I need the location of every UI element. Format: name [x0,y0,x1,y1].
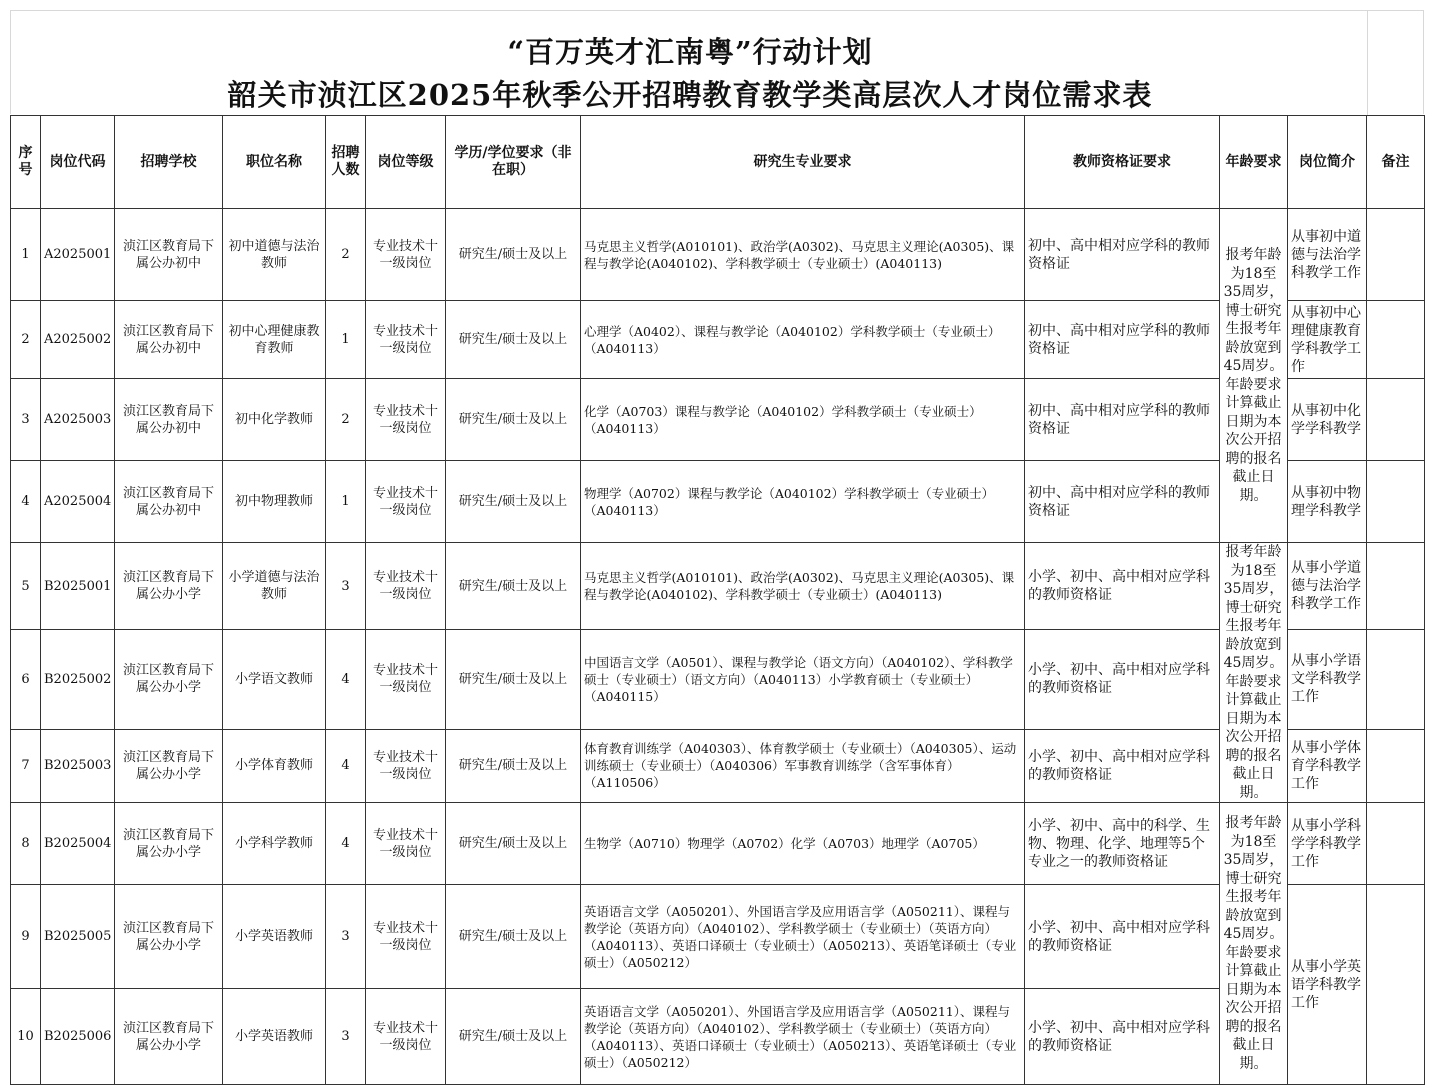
cell-position: 小学英语教师 [223,989,326,1085]
cell-note [1367,885,1425,1085]
cell-major: 英语语言文学（A050201）、外国语言学及应用语言学（A050211）、课程与教学论（英语方向）（A040102）、学科教学硕士（专业硕士）（英语方向）（A040113）、英语口译硕士（专业硕士）（A050213）、英语笔译硕士（专业硕士）（A050212） [581,885,1025,989]
cell-level: 专业技术十一级岗位 [366,803,446,885]
cell-seq: 8 [11,803,41,885]
cell-edu: 研究生/硕士及以上 [446,301,581,379]
cell-note [1367,301,1425,379]
cell-cert: 小学、初中、高中相对应学科的教师资格证 [1025,543,1220,630]
cell-edu: 研究生/硕士及以上 [446,209,581,301]
cell-position: 小学语文教师 [223,630,326,730]
cell-edu: 研究生/硕士及以上 [446,803,581,885]
header-count: 招聘人数 [326,116,366,209]
table-row [11,379,1425,461]
cell-note [1367,461,1425,543]
cell-seq: 2 [11,301,41,379]
cell-intro: 从事小学英语学科教学工作 [1288,885,1367,1085]
cell-code: A2025004 [41,461,115,543]
cell-count: 2 [326,379,366,461]
table-row [11,543,1425,630]
cell-count: 4 [326,729,366,802]
cell-school: 浈江区教育局下属公办小学 [115,729,223,802]
cell-cert: 小学、初中、高中相对应学科的教师资格证 [1025,729,1220,802]
header-level: 岗位等级 [366,116,446,209]
cell-code: A2025001 [41,209,115,301]
cell-level: 专业技术十一级岗位 [366,989,446,1085]
cell-cert: 小学、初中、高中的科学、生物、物理、化学、地理等5个专业之一的教师资格证 [1025,803,1220,885]
cell-seq: 5 [11,543,41,630]
cell-note [1367,729,1425,802]
cell-major: 英语语言文学（A050201）、外国语言学及应用语言学（A050211）、课程与教学论（英语方向）（A040102）、学科教学硕士（专业硕士）（英语方向）（A040113）、英语口译硕士（专业硕士）（A050213）、英语笔译硕士（专业硕士）（A050212） [581,989,1025,1085]
header-seq: 序号 [11,116,41,209]
cell-cert: 小学、初中、高中相对应学科的教师资格证 [1025,885,1220,989]
cell-school: 浈江区教育局下属公办小学 [115,803,223,885]
cell-age-group-1: 报考年龄为18至35周岁，博士研究生报考年龄放宽到45周岁。年龄要求计算截止日期为本次公开招聘的报名截止日期。 [1220,209,1288,543]
cell-seq: 10 [11,989,41,1085]
cell-count: 4 [326,630,366,730]
cell-seq: 7 [11,729,41,802]
cell-note [1367,543,1425,630]
cell-position: 小学体育教师 [223,729,326,802]
cell-note [1367,630,1425,730]
table-row [11,630,1425,730]
cell-level: 专业技术十一级岗位 [366,543,446,630]
header-position: 职位名称 [223,116,326,209]
cell-note [1367,209,1425,301]
cell-cert: 初中、高中相对应学科的教师资格证 [1025,301,1220,379]
cell-major: 体育教育训练学（A040303）、体育教学硕士（专业硕士）（A040305）、运动训练硕士（专业硕士）（A040306）军事教育训练学（含军事体育）（A110506） [581,729,1025,802]
cell-code: A2025002 [41,301,115,379]
cell-age-group-3: 报考年龄为18至35周岁，博士研究生报考年龄放宽到45周岁。年龄要求计算截止日期为本次公开招聘的报名截止日期。 [1220,803,1288,1085]
table-row [11,989,1425,1085]
cell-position: 小学英语教师 [223,885,326,989]
header-code: 岗位代码 [41,116,115,209]
cell-level: 专业技术十一级岗位 [366,461,446,543]
cell-count: 3 [326,543,366,630]
cell-code: B2025005 [41,885,115,989]
cell-school: 浈江区教育局下属公办初中 [115,209,223,301]
cell-level: 专业技术十一级岗位 [366,729,446,802]
cell-cert: 小学、初中、高中相对应学科的教师资格证 [1025,989,1220,1085]
cell-school: 浈江区教育局下属公办初中 [115,301,223,379]
cell-count: 3 [326,885,366,989]
header-age: 年龄要求 [1220,116,1288,209]
cell-position: 初中心理健康教育教师 [223,301,326,379]
cell-edu: 研究生/硕士及以上 [446,729,581,802]
cell-seq: 1 [11,209,41,301]
cell-level: 专业技术十一级岗位 [366,301,446,379]
cell-intro: 从事小学道德与法治学科教学工作 [1288,543,1367,630]
cell-intro: 从事小学科学学科教学工作 [1288,803,1367,885]
table-row [11,803,1425,885]
cell-count: 4 [326,803,366,885]
cell-level: 专业技术十一级岗位 [366,885,446,989]
header-cert: 教师资格证要求 [1025,116,1220,209]
header-edu: 学历/学位要求（非在职） [446,116,581,209]
cell-count: 1 [326,461,366,543]
cell-edu: 研究生/硕士及以上 [446,461,581,543]
cell-intro: 从事初中化学学科教学 [1288,379,1367,461]
cell-major: 化学（A0703）课程与教学论（A040102）学科教学硕士（专业硕士）（A040113） [581,379,1025,461]
cell-position: 初中化学教师 [223,379,326,461]
cell-position: 初中道德与法治教师 [223,209,326,301]
cell-school: 浈江区教育局下属公办小学 [115,543,223,630]
cell-intro: 从事小学体育学科教学工作 [1288,729,1367,802]
cell-code: B2025004 [41,803,115,885]
cell-intro: 从事初中物理学科教学 [1288,461,1367,543]
cell-level: 专业技术十一级岗位 [366,630,446,730]
cell-intro: 从事小学语文学科教学工作 [1288,630,1367,730]
cell-major: 中国语言文学（A0501）、课程与教学论（语文方向）（A040102）、学科教学硕士（专业硕士）（语文方向）（A040113）小学教育硕士（专业硕士）（A040115） [581,630,1025,730]
table-row [11,301,1425,379]
cell-code: B2025003 [41,729,115,802]
cell-edu: 研究生/硕士及以上 [446,630,581,730]
header-school: 招聘学校 [115,116,223,209]
cell-school: 浈江区教育局下属公办小学 [115,630,223,730]
cell-code: B2025002 [41,630,115,730]
cell-major: 心理学（A0402）、课程与教学论（A040102）学科教学硕士（专业硕士）（A040113） [581,301,1025,379]
cell-edu: 研究生/硕士及以上 [446,379,581,461]
header-major: 研究生专业要求 [581,116,1025,209]
cell-code: A2025003 [41,379,115,461]
title-divider [1367,11,1368,115]
cell-note [1367,379,1425,461]
cell-edu: 研究生/硕士及以上 [446,885,581,989]
cell-position: 小学道德与法治教师 [223,543,326,630]
table-row [11,209,1425,301]
cell-seq: 6 [11,630,41,730]
cell-edu: 研究生/硕士及以上 [446,543,581,630]
header-row [11,116,1425,209]
cell-seq: 9 [11,885,41,989]
cell-position: 小学科学教师 [223,803,326,885]
cell-note [1367,803,1425,885]
cell-code: B2025001 [41,543,115,630]
title-line-2: 韶关市浈江区2025年秋季公开招聘教育教学类高层次人才岗位需求表 [227,78,1153,112]
title-block [10,10,1424,114]
cell-seq: 4 [11,461,41,543]
cell-cert: 初中、高中相对应学科的教师资格证 [1025,461,1220,543]
cell-school: 浈江区教育局下属公办小学 [115,989,223,1085]
cell-age-group-2: 报考年龄为18至35周岁，博士研究生报考年龄放宽到45周岁。年龄要求计算截止日期为本次公开招聘的报名截止日期。 [1220,543,1288,803]
cell-school: 浈江区教育局下属公办初中 [115,461,223,543]
cell-cert: 初中、高中相对应学科的教师资格证 [1025,209,1220,301]
cell-major: 马克思主义哲学(A010101)、政治学(A0302)、马克思主义理论(A0305)、课程与教学论(A040102)、学科教学硕士（专业硕士）(A040113) [581,209,1025,301]
title-line-1: “百万英才汇南粤”行动计划 [507,35,873,69]
table-row [11,461,1425,543]
cell-seq: 3 [11,379,41,461]
cell-count: 1 [326,301,366,379]
cell-count: 2 [326,209,366,301]
header-intro: 岗位简介 [1288,116,1367,209]
cell-count: 3 [326,989,366,1085]
cell-edu: 研究生/硕士及以上 [446,989,581,1085]
cell-intro: 从事初中心理健康教育学科教学工作 [1288,301,1367,379]
cell-major: 物理学（A0702）课程与教学论（A040102）学科教学硕士（专业硕士）（A040113） [581,461,1025,543]
table-row [11,885,1425,989]
recruitment-table [10,115,1425,1085]
cell-level: 专业技术十一级岗位 [366,209,446,301]
cell-major: 生物学（A0710）物理学（A0702）化学（A0703）地理学（A0705） [581,803,1025,885]
cell-level: 专业技术十一级岗位 [366,379,446,461]
header-note: 备注 [1367,116,1425,209]
cell-major: 马克思主义哲学(A010101)、政治学(A0302)、马克思主义理论(A0305)、课程与教学论(A040102)、学科教学硕士（专业硕士）(A040113) [581,543,1025,630]
cell-code: B2025006 [41,989,115,1085]
cell-school: 浈江区教育局下属公办小学 [115,885,223,989]
cell-cert: 小学、初中、高中相对应学科的教师资格证 [1025,630,1220,730]
cell-position: 初中物理教师 [223,461,326,543]
cell-cert: 初中、高中相对应学科的教师资格证 [1025,379,1220,461]
cell-intro: 从事初中道德与法治学科教学工作 [1288,209,1367,301]
cell-school: 浈江区教育局下属公办初中 [115,379,223,461]
table-row [11,729,1425,802]
